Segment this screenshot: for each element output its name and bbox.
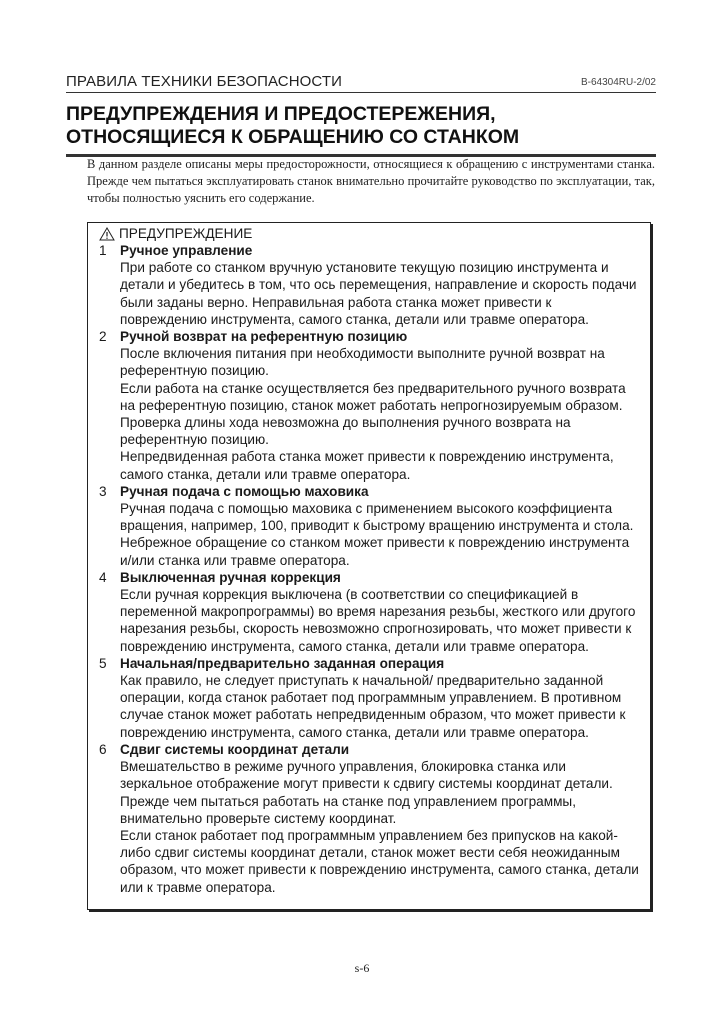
warning-item: [99, 242, 642, 328]
item-number: 6: [99, 741, 107, 757]
item-number: 2: [99, 329, 107, 345]
item-paragraph: После включения питания при необходимости выполните ручной возврат на референтную позицию.: [120, 346, 605, 379]
document-code: B-64304RU-2/02: [580, 77, 656, 88]
item-heading: Ручная подача с помощью маховика: [120, 483, 369, 499]
item-paragraph: Ручная подача с помощью маховика с применением высокого коэффициента вращения, например, 100, приводит к быстрому вращению инструмента и стола. Небрежное обращение со станком может привести к повреждению инструмента и/или станка или травме оператора.: [120, 501, 634, 568]
warning-heading: [99, 225, 642, 242]
item-number: 1: [99, 243, 107, 258]
section-title: ПРАВИЛА ТЕХНИКИ БЕЗОПАСНОСТИ: [66, 73, 343, 90]
running-header: [66, 72, 656, 93]
item-paragraph: Если станок работает под программным управлением без припусков на какой-либо сдвиг системы координат детали, станок может вести себя неожиданным образом, что может привести к повреждению инструмента, самого станка, детали или к травме оператора.: [120, 827, 639, 895]
item-paragraph: При работе со станком вручную установите текущую позицию инструмента и детали и убедитесь в том, что ось перемещения, направление и скорость подачи были заданы верно. Неправильная работа станка может привести к повреждению инструмента, самого станка, детали или травме оператора.: [120, 260, 637, 327]
item-number: 3: [99, 483, 107, 499]
item-heading: Выключенная ручная коррекция: [120, 569, 341, 585]
item-heading: Начальная/предварительно заданная операция: [120, 655, 445, 671]
item-heading: Ручное управление: [120, 243, 253, 258]
page-title: ПРЕДУПРЕЖДЕНИЯ И ПРЕДОСТЕРЕЖЕНИЯ, ОТНОСЯЩИЕСЯ К ОБРАЩЕНИЮ СО СТАНКОМ: [66, 103, 656, 157]
item-heading: Сдвиг системы координат детали: [120, 741, 350, 757]
warning-item: [99, 328, 642, 483]
item-paragraph: Вмешательство в режиме ручного управления, блокировка станка или зеркальное отображение могут привести к сдвигу системы координат детали. Прежде чем пытаться работать на станке под управлением программы, внимательно проверьте систему координат.: [120, 759, 613, 826]
warning-triangle-icon: [99, 227, 115, 241]
item-number: 5: [99, 655, 107, 671]
warning-item: [99, 569, 642, 655]
intro-paragraph: В данном разделе описаны меры предосторожности, относящиеся к обращению с инструментами станка. Прежде чем пытаться эксплуатировать станок внимательно прочитайте руководство по эксплуатации, так, чтобы полностью уяснить его содержание.: [87, 157, 655, 205]
warning-item: [99, 483, 642, 569]
warning-label: ПРЕДУПРЕЖДЕНИЕ: [119, 225, 253, 241]
item-number: 4: [99, 569, 107, 585]
item-paragraph: Если ручная коррекция выключена (в соответствии со спецификацией в переменной макропрограммы) во время нарезания резьбы, жесткого или другого нарезания резьбы, скорость невозможно спрогнозировать, что может привести к повреждению инструмента, самого станка, детали или травме оператора.: [120, 587, 636, 654]
warning-item: [99, 741, 642, 896]
warning-item: [99, 655, 642, 741]
item-paragraph: Как правило, не следует приступать к начальной/ предварительно заданной операции, когда станок работает под программным управлением. В противном случае станок может работать непредвиденным образом, что может привести к повреждению инструмента, самого станка, детали или травме оператора.: [120, 673, 626, 740]
page-number: s-6: [354, 961, 370, 975]
item-paragraph: Непредвиденная работа станка может привести к повреждению инструмента, самого станка, детали или травме оператора.: [120, 449, 614, 482]
item-heading: Ручной возврат на референтную позицию: [120, 329, 408, 345]
item-paragraph: Если работа на станке осуществляется без предварительного ручного возврата на референтную позицию, станок может работать непрогнозируемым образом. Проверка длины хода невозможна до выполнения ручного возврата на референтную позицию.: [120, 380, 626, 448]
warning-box: [87, 222, 651, 910]
